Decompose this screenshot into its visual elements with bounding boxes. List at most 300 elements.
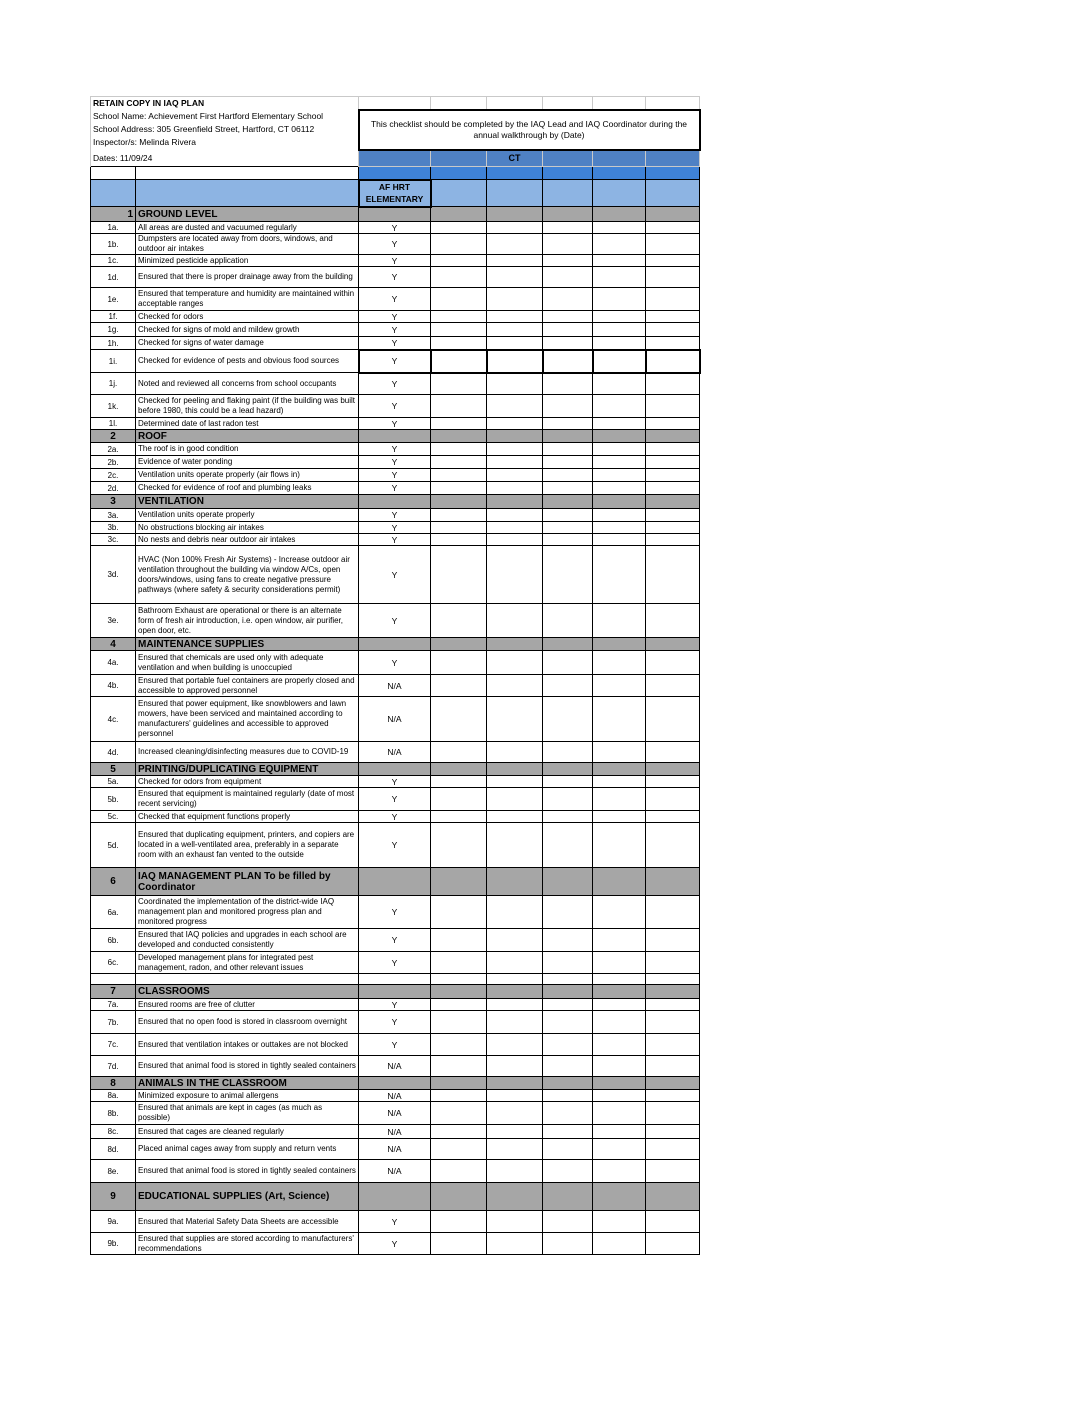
item-response[interactable]: N/A: [359, 1102, 431, 1125]
item-response[interactable]: Y: [359, 255, 431, 267]
empty-response-cell[interactable]: [646, 999, 700, 1011]
empty-response-cell[interactable]: [431, 1090, 487, 1102]
empty-response-cell[interactable]: [431, 456, 487, 469]
empty-response-cell[interactable]: [487, 929, 543, 952]
empty-response-cell[interactable]: [646, 288, 700, 311]
item-id: 5d.: [91, 823, 136, 868]
checklist-row: [91, 742, 700, 763]
empty-response-cell[interactable]: [593, 1090, 646, 1102]
item-response[interactable]: Y: [359, 469, 431, 482]
empty-response-cell[interactable]: [593, 1125, 646, 1139]
empty-response-cell[interactable]: [593, 373, 646, 395]
empty-response-cell[interactable]: [543, 373, 593, 395]
empty-response-cell[interactable]: [543, 1102, 593, 1125]
empty-response-cell[interactable]: [593, 522, 646, 534]
item-response[interactable]: Y: [359, 311, 431, 323]
empty-response-cell[interactable]: [487, 443, 543, 456]
item-response[interactable]: Y: [359, 222, 431, 234]
empty-response-cell[interactable]: [487, 952, 543, 974]
empty-response-cell[interactable]: [543, 999, 593, 1011]
empty-response-cell[interactable]: [646, 255, 700, 267]
item-response[interactable]: Y: [359, 234, 431, 255]
empty-response-cell[interactable]: [543, 350, 593, 373]
item-id: 1c.: [91, 255, 136, 267]
empty-response-cell[interactable]: [487, 255, 543, 267]
empty-response-cell[interactable]: [543, 311, 593, 323]
checklist-row: [91, 604, 700, 638]
empty-response-cell[interactable]: [593, 823, 646, 868]
empty-response-cell[interactable]: [543, 418, 593, 430]
item-response[interactable]: Y: [359, 823, 431, 868]
empty-response-cell[interactable]: [487, 469, 543, 482]
empty-response-cell[interactable]: [431, 323, 487, 337]
empty-response-cell[interactable]: [646, 1160, 700, 1183]
empty-response-cell[interactable]: [431, 534, 487, 546]
item-response[interactable]: Y: [359, 811, 431, 823]
empty-response-cell[interactable]: [431, 469, 487, 482]
empty-response-cell[interactable]: [543, 337, 593, 350]
empty-response-cell[interactable]: [646, 823, 700, 868]
empty-response-cell[interactable]: [593, 675, 646, 697]
empty-response-cell[interactable]: [431, 675, 487, 697]
empty-response-cell[interactable]: [593, 1102, 646, 1125]
empty-response-cell[interactable]: [431, 222, 487, 234]
item-description: Ensured that duplicating equipment, printers, and copiers are located in a well-ventilated area, preferably in a separate room with an exhaust fan vented to the outside: [136, 823, 359, 868]
empty-response-cell[interactable]: [487, 1102, 543, 1125]
empty-response-cell[interactable]: [593, 456, 646, 469]
empty-response-cell[interactable]: [646, 323, 700, 337]
item-response[interactable]: N/A: [359, 1125, 431, 1139]
empty-response-cell[interactable]: [543, 1011, 593, 1034]
empty-response-cell[interactable]: [431, 443, 487, 456]
empty-response-cell[interactable]: [646, 350, 700, 373]
empty-response-cell[interactable]: [646, 418, 700, 430]
empty-response-cell[interactable]: [646, 1011, 700, 1034]
empty-response-cell[interactable]: [543, 788, 593, 811]
empty-response-cell[interactable]: [487, 999, 543, 1011]
empty-response-cell[interactable]: [487, 1139, 543, 1160]
empty-response-cell[interactable]: [593, 443, 646, 456]
empty-response-cell[interactable]: [487, 697, 543, 742]
empty-response-cell[interactable]: [487, 509, 543, 522]
empty-response-cell[interactable]: [543, 1211, 593, 1233]
empty-response-cell[interactable]: [646, 1233, 700, 1255]
empty-response-cell[interactable]: [646, 697, 700, 742]
empty-response-cell[interactable]: [431, 1233, 487, 1255]
empty-response-cell[interactable]: [593, 776, 646, 788]
empty-response-cell[interactable]: [543, 675, 593, 697]
empty-response-cell[interactable]: [646, 522, 700, 534]
empty-response-cell[interactable]: [593, 482, 646, 495]
item-response[interactable]: Y: [359, 337, 431, 350]
empty-response-cell[interactable]: [593, 222, 646, 234]
empty-response-cell[interactable]: [646, 1211, 700, 1233]
item-response[interactable]: N/A: [359, 1090, 431, 1102]
empty-response-cell[interactable]: [593, 742, 646, 763]
empty-response-cell[interactable]: [431, 509, 487, 522]
empty-response-cell[interactable]: [543, 222, 593, 234]
section-title: PRINTING/DUPLICATING EQUIPMENT: [136, 763, 359, 776]
empty-response-cell[interactable]: [593, 267, 646, 288]
item-response[interactable]: Y: [359, 651, 431, 675]
item-response[interactable]: N/A: [359, 1160, 431, 1183]
empty-response-cell[interactable]: [646, 311, 700, 323]
empty-response-cell[interactable]: [593, 1139, 646, 1160]
empty-response-cell[interactable]: [646, 222, 700, 234]
empty-response-cell[interactable]: [431, 267, 487, 288]
checklist-row: [91, 255, 700, 267]
empty-response-cell[interactable]: [431, 482, 487, 495]
empty-response-cell[interactable]: [543, 255, 593, 267]
empty-response-cell[interactable]: [543, 469, 593, 482]
empty-response-cell[interactable]: [593, 288, 646, 311]
empty-response-cell[interactable]: [543, 1160, 593, 1183]
item-response[interactable]: N/A: [359, 1139, 431, 1160]
item-response[interactable]: Y: [359, 509, 431, 522]
empty-response-cell[interactable]: [543, 546, 593, 604]
empty-response-cell[interactable]: [431, 255, 487, 267]
empty-response-cell[interactable]: [431, 395, 487, 418]
empty-response-cell[interactable]: [646, 1125, 700, 1139]
empty-response-cell[interactable]: [431, 604, 487, 638]
item-id: 6c.: [91, 952, 136, 974]
empty-response-cell[interactable]: [543, 1233, 593, 1255]
empty-response-cell[interactable]: [487, 234, 543, 255]
empty-response-cell[interactable]: [431, 811, 487, 823]
section-number: 3: [91, 495, 136, 509]
item-response[interactable]: Y: [359, 288, 431, 311]
empty-response-cell[interactable]: [487, 337, 543, 350]
empty-response-cell[interactable]: [593, 509, 646, 522]
item-response[interactable]: Y: [359, 350, 431, 373]
section-header-5: [91, 763, 700, 776]
empty-response-cell[interactable]: [593, 234, 646, 255]
empty-response-cell[interactable]: [646, 469, 700, 482]
empty-response-cell[interactable]: [543, 697, 593, 742]
empty-response-cell[interactable]: [431, 742, 487, 763]
empty-response-cell[interactable]: [543, 1125, 593, 1139]
empty-response-cell[interactable]: [593, 1011, 646, 1034]
empty-response-cell[interactable]: [431, 929, 487, 952]
empty-response-cell[interactable]: [646, 1034, 700, 1056]
empty-response-cell[interactable]: [431, 1034, 487, 1056]
empty-response-cell[interactable]: [431, 418, 487, 430]
item-response[interactable]: Y: [359, 395, 431, 418]
empty-response-cell[interactable]: [487, 482, 543, 495]
item-description: Checked that equipment functions properly: [136, 811, 359, 823]
section-title: EDUCATIONAL SUPPLIES (Art, Science): [136, 1183, 359, 1211]
empty-response-cell[interactable]: [431, 350, 487, 373]
item-response[interactable]: Y: [359, 456, 431, 469]
empty-response-cell[interactable]: [593, 418, 646, 430]
empty-response-cell[interactable]: [646, 788, 700, 811]
item-response[interactable]: Y: [359, 604, 431, 638]
empty-response-cell[interactable]: [593, 1160, 646, 1183]
empty-response-cell[interactable]: [543, 823, 593, 868]
empty-response-cell[interactable]: [543, 651, 593, 675]
empty-response-cell[interactable]: [543, 811, 593, 823]
empty-response-cell[interactable]: [646, 395, 700, 418]
empty-response-cell[interactable]: [593, 534, 646, 546]
empty-response-cell[interactable]: [431, 697, 487, 742]
empty-response-cell[interactable]: [431, 522, 487, 534]
section-title: MAINTENANCE SUPPLIES: [136, 638, 359, 651]
empty-response-cell[interactable]: [646, 337, 700, 350]
empty-response-cell[interactable]: [543, 522, 593, 534]
empty-response-cell[interactable]: [431, 1125, 487, 1139]
empty-response-cell[interactable]: [593, 1211, 646, 1233]
item-response[interactable]: N/A: [359, 697, 431, 742]
item-response[interactable]: Y: [359, 323, 431, 337]
item-response[interactable]: Y: [359, 1034, 431, 1056]
empty-response-cell[interactable]: [646, 443, 700, 456]
empty-response-cell[interactable]: [543, 534, 593, 546]
empty-response-cell[interactable]: [593, 952, 646, 974]
item-description: Checked for signs of water damage: [136, 337, 359, 350]
empty-response-cell[interactable]: [646, 952, 700, 974]
empty-response-cell[interactable]: [593, 697, 646, 742]
empty-response-cell[interactable]: [487, 1056, 543, 1077]
item-description: Ensured that cages are cleaned regularly: [136, 1125, 359, 1139]
empty-response-cell[interactable]: [543, 509, 593, 522]
checklist-row: [91, 288, 700, 311]
empty-response-cell[interactable]: [593, 896, 646, 929]
section-title: GROUND LEVEL: [136, 207, 359, 222]
empty-response-cell[interactable]: [543, 1139, 593, 1160]
item-response[interactable]: Y: [359, 1211, 431, 1233]
empty-response-cell[interactable]: [646, 267, 700, 288]
empty-response-cell[interactable]: [487, 811, 543, 823]
item-response[interactable]: Y: [359, 418, 431, 430]
empty-response-cell[interactable]: [487, 546, 543, 604]
empty-response-cell[interactable]: [543, 456, 593, 469]
empty-response-cell[interactable]: [543, 323, 593, 337]
empty-response-cell[interactable]: [487, 456, 543, 469]
item-id: 9b.: [91, 1233, 136, 1255]
empty-response-cell[interactable]: [431, 337, 487, 350]
empty-response-cell[interactable]: [431, 776, 487, 788]
empty-response-cell[interactable]: [593, 929, 646, 952]
item-response[interactable]: Y: [359, 952, 431, 974]
empty-response-cell[interactable]: [646, 1102, 700, 1125]
empty-response-cell[interactable]: [543, 776, 593, 788]
empty-response-cell[interactable]: [646, 929, 700, 952]
empty-response-cell[interactable]: [543, 952, 593, 974]
empty-response-cell[interactable]: [487, 222, 543, 234]
empty-response-cell[interactable]: [646, 604, 700, 638]
empty-response-cell[interactable]: [646, 509, 700, 522]
empty-response-cell[interactable]: [593, 546, 646, 604]
empty-response-cell[interactable]: [431, 1102, 487, 1125]
item-response[interactable]: Y: [359, 546, 431, 604]
item-response[interactable]: Y: [359, 1011, 431, 1034]
empty-response-cell[interactable]: [646, 896, 700, 929]
empty-response-cell[interactable]: [543, 604, 593, 638]
empty-response-cell[interactable]: [487, 522, 543, 534]
item-response[interactable]: Y: [359, 534, 431, 546]
item-response[interactable]: Y: [359, 929, 431, 952]
item-response[interactable]: Y: [359, 1233, 431, 1255]
empty-response-cell[interactable]: [593, 1056, 646, 1077]
checklist-row: [91, 373, 700, 395]
empty-response-cell[interactable]: [646, 675, 700, 697]
item-description: Dumpsters are located away from doors, windows, and outdoor air intakes: [136, 234, 359, 255]
empty-response-cell[interactable]: [593, 1233, 646, 1255]
item-response[interactable]: N/A: [359, 742, 431, 763]
empty-response-cell[interactable]: [487, 1125, 543, 1139]
empty-response-cell[interactable]: [543, 742, 593, 763]
empty-response-cell[interactable]: [487, 1211, 543, 1233]
empty-response-cell[interactable]: [543, 1056, 593, 1077]
empty-response-cell[interactable]: [431, 546, 487, 604]
empty-response-cell[interactable]: [646, 373, 700, 395]
section-title: ANIMALS IN THE CLASSROOM: [136, 1077, 359, 1090]
empty-response-cell[interactable]: [487, 1034, 543, 1056]
empty-response-cell[interactable]: [487, 267, 543, 288]
empty-response-cell[interactable]: [487, 651, 543, 675]
item-id: 3e.: [91, 604, 136, 638]
empty-response-cell[interactable]: [431, 373, 487, 395]
checklist-row: [91, 929, 700, 952]
item-response[interactable]: Y: [359, 522, 431, 534]
item-response[interactable]: N/A: [359, 1056, 431, 1077]
empty-response-cell[interactable]: [543, 395, 593, 418]
retain-copy-label: RETAIN COPY IN IAQ PLAN: [91, 97, 359, 110]
section-header-3: [91, 495, 700, 509]
empty-response-cell[interactable]: [646, 482, 700, 495]
empty-response-cell[interactable]: [543, 288, 593, 311]
empty-response-cell[interactable]: [543, 234, 593, 255]
empty-response-cell[interactable]: [646, 651, 700, 675]
empty-response-cell[interactable]: [431, 1211, 487, 1233]
empty-response-cell[interactable]: [431, 999, 487, 1011]
item-response[interactable]: Y: [359, 482, 431, 495]
item-response[interactable]: Y: [359, 267, 431, 288]
section-header-9: [91, 1183, 700, 1211]
empty-response-cell[interactable]: [487, 788, 543, 811]
checklist-row: [91, 1139, 700, 1160]
empty-response-cell[interactable]: [593, 651, 646, 675]
section-title: VENTILATION: [136, 495, 359, 509]
empty-response-cell[interactable]: [593, 999, 646, 1011]
empty-response-cell[interactable]: [431, 896, 487, 929]
item-response[interactable]: Y: [359, 373, 431, 395]
empty-response-cell[interactable]: [646, 1090, 700, 1102]
empty-response-cell[interactable]: [646, 456, 700, 469]
item-description: Ensured that animal food is stored in tightly sealed containers: [136, 1160, 359, 1183]
item-id: 9a.: [91, 1211, 136, 1233]
empty-response-cell[interactable]: [543, 482, 593, 495]
item-response[interactable]: Y: [359, 443, 431, 456]
empty-response-cell[interactable]: [487, 1233, 543, 1255]
inspector: Inspector/s: Melinda Rivera: [91, 136, 359, 150]
item-response[interactable]: Y: [359, 788, 431, 811]
empty-response-cell[interactable]: [431, 1160, 487, 1183]
empty-response-cell[interactable]: [593, 311, 646, 323]
empty-response-cell[interactable]: [431, 234, 487, 255]
item-description: Ensured that power equipment, like snowblowers and lawn mowers, have been serviced and maintained according to manufacturers' guidelines and accessible to approved personnel: [136, 697, 359, 742]
empty-response-cell[interactable]: [646, 546, 700, 604]
empty-response-cell[interactable]: [487, 1160, 543, 1183]
empty-response-cell[interactable]: [487, 395, 543, 418]
section-header-4: [91, 638, 700, 651]
empty-response-cell[interactable]: [646, 776, 700, 788]
checklist-row: [91, 534, 700, 546]
empty-response-cell[interactable]: [487, 350, 543, 373]
empty-response-cell[interactable]: [593, 469, 646, 482]
item-id: 1j.: [91, 373, 136, 395]
empty-response-cell[interactable]: [543, 443, 593, 456]
empty-response-cell[interactable]: [543, 1034, 593, 1056]
empty-response-cell[interactable]: [487, 742, 543, 763]
empty-response-cell[interactable]: [431, 1056, 487, 1077]
empty-response-cell[interactable]: [593, 604, 646, 638]
empty-response-cell[interactable]: [487, 288, 543, 311]
section-number: 8: [91, 1077, 136, 1090]
empty-response-cell[interactable]: [487, 1090, 543, 1102]
item-response[interactable]: Y: [359, 999, 431, 1011]
empty-response-cell[interactable]: [543, 929, 593, 952]
empty-response-cell[interactable]: [593, 337, 646, 350]
empty-response-cell[interactable]: [593, 323, 646, 337]
empty-response-cell[interactable]: [431, 823, 487, 868]
empty-response-cell[interactable]: [646, 811, 700, 823]
empty-response-cell[interactable]: [646, 534, 700, 546]
empty-response-cell[interactable]: [487, 604, 543, 638]
empty-response-cell[interactable]: [487, 896, 543, 929]
empty-response-cell[interactable]: [487, 675, 543, 697]
empty-response-cell[interactable]: [487, 418, 543, 430]
empty-response-cell[interactable]: [431, 1139, 487, 1160]
empty-response-cell[interactable]: [646, 1139, 700, 1160]
checklist-row: [91, 999, 700, 1011]
empty-response-cell[interactable]: [593, 1034, 646, 1056]
empty-response-cell[interactable]: [487, 776, 543, 788]
empty-response-cell[interactable]: [487, 373, 543, 395]
item-response[interactable]: N/A: [359, 675, 431, 697]
empty-response-cell[interactable]: [431, 788, 487, 811]
empty-response-cell[interactable]: [487, 823, 543, 868]
empty-response-cell[interactable]: [487, 323, 543, 337]
item-id: 6a.: [91, 896, 136, 929]
empty-response-cell[interactable]: [646, 234, 700, 255]
empty-response-cell[interactable]: [593, 811, 646, 823]
item-description: Ventilation units operate properly: [136, 509, 359, 522]
item-description: Noted and reviewed all concerns from school occupants: [136, 373, 359, 395]
empty-response-cell[interactable]: [593, 395, 646, 418]
item-response[interactable]: Y: [359, 776, 431, 788]
empty-response-cell[interactable]: [431, 651, 487, 675]
empty-response-cell[interactable]: [646, 742, 700, 763]
empty-response-cell[interactable]: [646, 1056, 700, 1077]
empty-response-cell[interactable]: [593, 788, 646, 811]
empty-response-cell[interactable]: [543, 896, 593, 929]
empty-response-cell[interactable]: [593, 255, 646, 267]
empty-response-cell[interactable]: [487, 311, 543, 323]
item-response[interactable]: Y: [359, 896, 431, 929]
empty-response-cell[interactable]: [543, 267, 593, 288]
empty-response-cell[interactable]: [487, 534, 543, 546]
item-description: Ensured that equipment is maintained regularly (date of most recent servicing): [136, 788, 359, 811]
empty-response-cell[interactable]: [431, 311, 487, 323]
section-title: CLASSROOMS: [136, 985, 359, 999]
empty-response-cell[interactable]: [431, 288, 487, 311]
empty-response-cell[interactable]: [431, 952, 487, 974]
empty-response-cell[interactable]: [543, 1090, 593, 1102]
empty-response-cell[interactable]: [593, 350, 646, 373]
empty-response-cell[interactable]: [431, 1011, 487, 1034]
empty-response-cell[interactable]: [487, 1011, 543, 1034]
